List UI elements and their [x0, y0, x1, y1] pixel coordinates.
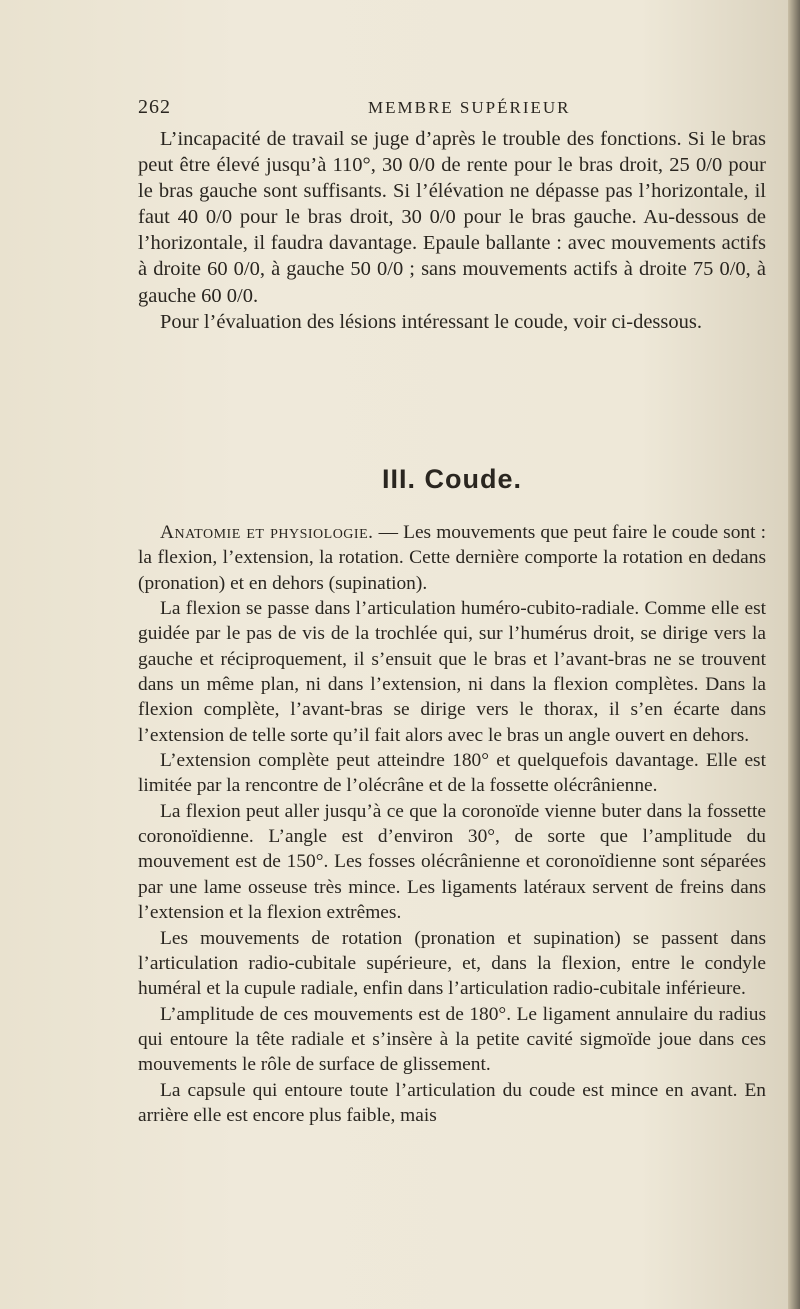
paragraph: Pour l’évaluation des lésions intéressant le coude, voir ci-dessous. [160, 310, 702, 333]
page-edge-shadow [788, 0, 800, 1309]
paragraph: La flexion se passe dans l’articulation huméro-cubito-radiale. Comme elle est guidée par le pas de vis de la trochlée qui, sur l’humérus droit, se dirige vers la gauche et réciproquement, il s’ensuit que le bras et l’avant-bras ne se trouvent dans un même plan, ni dans l’extension, ni dans la flexion complètes. Dans la flexion complète, l’avant-bras se dirige vers le thorax, il s’en écarte dans l’extension de telle sorte qu’il fait alors avec le bras un angle ouvert en dehors. [138, 598, 766, 746]
section-title: III. Coude. [381, 464, 522, 494]
running-title: MEMBRE SUPÉRIEUR [368, 98, 571, 117]
running-head [138, 96, 768, 118]
section-lead-paragraph [138, 520, 766, 596]
paragraph: Les mouvements de rotation (pronation et supination) se passent dans l’articulation radio-cubitale supérieure, et, dans la flexion, entre le condyle huméral et la cupule radiale, enfin dans l’articulation radio-cubitale inférieure. [138, 927, 766, 1000]
section-lead-text: — Les mouvements que peut faire le coude sont : la flexion, l’extension, la rotation. Cette dernière comporte la rotation en dedans (pronation) et en dehors (supination). [138, 522, 766, 594]
section-text [138, 520, 766, 1128]
paragraph: L’amplitude de ces mouvements est de 180°. Le ligament annulaire du radius qui entoure la tête radiale et s’insère à la petite cavité sigmoïde joue dans ces mouvements le rôle de surface de glissement. [138, 1003, 766, 1076]
page-number: 262 [138, 96, 171, 118]
paragraph: L’extension complète peut atteindre 180° et quelquefois davantage. Elle est limitée par la rencontre de l’olécrâne et de la fossette olécrânienne. [138, 750, 766, 797]
paragraph: La flexion peut aller jusqu’à ce que la coronoïde vienne buter dans la fossette coronoïdienne. L’angle est d’environ 30°, de sorte que l’amplitude du mouvement est de 150°. Les fosses olécrânienne et coronoïdienne sont séparées par une lame osseuse très mince. Les ligaments latéraux servent de freins dans l’extension et la flexion extrêmes. [138, 800, 766, 924]
intro-text [138, 126, 766, 335]
paragraph: L’incapacité de travail se juge d’après le trouble des fonctions. Si le bras peut être élevé jusqu’à 110°, 30 0/0 de rente pour le bras droit, 25 0/0 pour le bras gauche sont suffisants. Si l’élévation ne dépasse pas l’horizontale, il faut 40 0/0 pour le bras droit, 30 0/0 pour le bras gauche. Au-dessous de l’horizontale, il faudra davantage. Epaule ballante : avec mouvements actifs à droite 60 0/0, à gauche 50 0/0 ; sans mouvements actifs à droite 75 0/0, à gauche 60 0/0. [138, 128, 766, 307]
paragraph: La capsule qui entoure toute l’articulation du coude est mince en avant. En arrière elle est encore plus faible, mais [138, 1079, 766, 1126]
section-lead-label: Anatomie et physiologie. [160, 522, 374, 543]
